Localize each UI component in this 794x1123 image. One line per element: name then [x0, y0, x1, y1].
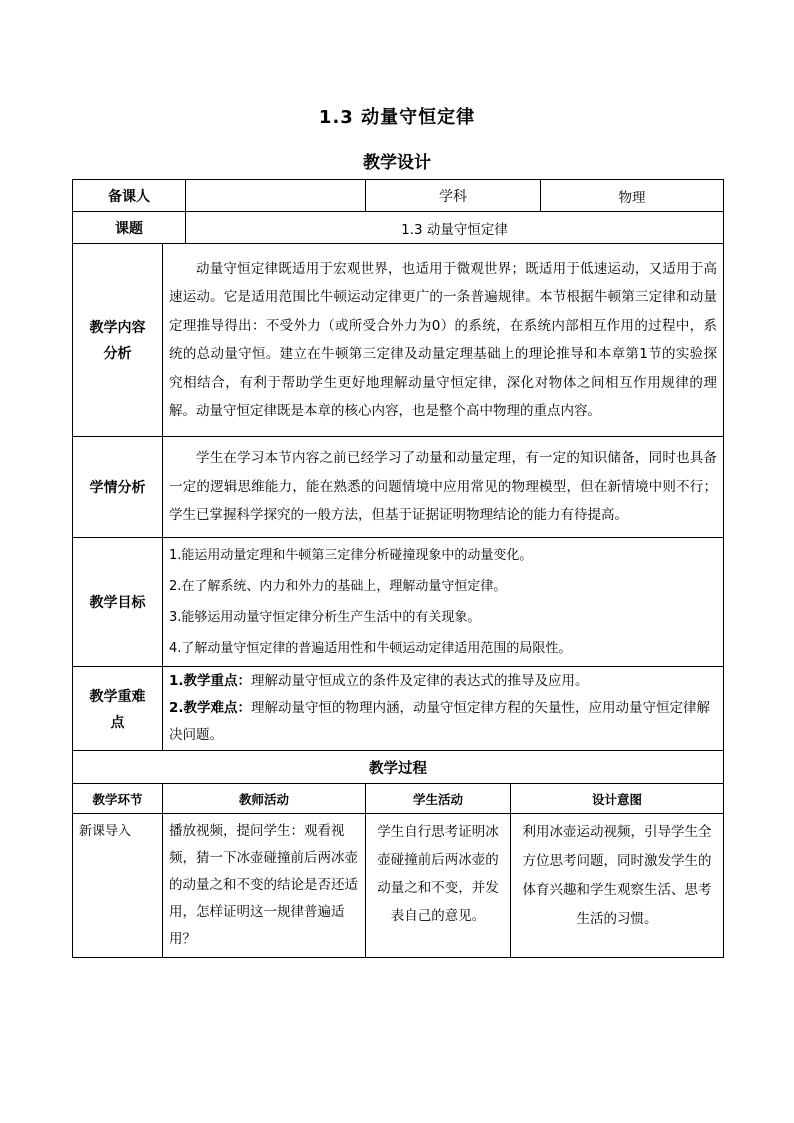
objectives-list	[163, 538, 724, 667]
info-row	[73, 180, 724, 212]
col-student-header: 学生活动	[366, 784, 511, 814]
process-title: 教学过程	[73, 751, 724, 784]
subject-label: 学科	[366, 180, 541, 212]
difficulty-text: 理解动量守恒的物理内涵，动量守恒定律方程的矢量性，应用动量守恒定律解决问题。	[169, 700, 711, 743]
key-points-label-line1: 教学重难	[89, 688, 146, 705]
content-analysis-label-line2: 分析	[103, 346, 132, 362]
objective-item: 3.能够运用动量守恒定律分析生产生活中的有关现象。	[169, 610, 481, 625]
content-analysis-label-line1: 教学内容	[89, 320, 146, 336]
col-stage-header: 教学环节	[73, 784, 163, 814]
preparer-label: 备课人	[73, 180, 186, 212]
process-student-activity: 学生自行思考证明冰壶碰撞前后两冰壶的动量之和不变，并发表自己的意见。	[366, 814, 511, 958]
col-teacher-header: 教师活动	[163, 784, 366, 814]
col-intent-header: 设计意图	[511, 784, 724, 814]
document-subtitle: 教学设计	[363, 153, 431, 173]
student-analysis-row	[73, 437, 724, 538]
objective-item: 2.在了解系统、内力和外力的基础上，理解动量守恒定律。	[169, 579, 507, 594]
key-points-row	[73, 667, 724, 751]
key-point-item	[169, 668, 717, 695]
topic-label: 课题	[73, 212, 186, 244]
difficulty-heading: 2.教学难点：	[169, 700, 252, 716]
process-header-row	[73, 784, 724, 814]
student-analysis-text: 学生在学习本节内容之前已经学习了动量和动量定理，有一定的知识储备，同时也具备一定的逻辑思维能力，能在熟悉的问题情境中应用常见的物理模型，但在新情境中则不行；学生已掌握科学探究的一般方法，但基于证据证明物理结论的能力有待提高。	[163, 437, 724, 538]
process-row	[73, 814, 724, 958]
process-design-intent: 利用冰壶运动视频，引导学生全方位思考问题，同时激发学生的体育兴趣和学生观察生活、思考生活的习惯。	[511, 814, 724, 958]
topic-row	[73, 212, 724, 244]
key-points-label	[73, 667, 163, 751]
document-title: 1.3 动量守恒定律	[318, 107, 476, 128]
process-title-row	[73, 751, 724, 784]
key-points-label-line2: 点	[110, 714, 125, 731]
objective-item: 4.了解动量守恒定律的普遍适用性和牛顿运动定律适用范围的局限性。	[169, 641, 572, 656]
content-analysis-text: 动量守恒定律既适用于宏观世界，也适用于微观世界；既适用于低速运动，又适用于高速运动。它是适用范围比牛顿运动定律更广的一条普遍规律。本节根据牛顿第三定律和动量定理推导得出：不受外力（或所受合外力为0）的系统，在系统内部相互作用的过程中，系统的总动量守恒。建立在牛顿第三定律及动量定理基础上的理论推导和本章第1节的实验探究相结合，有利于帮助学生更好地理解动量守恒定律，深化对物体之间相互作用规律的理解。动量守恒定律既是本章的核心内容，也是整个高中物理的重点内容。	[163, 244, 724, 437]
difficulty-item	[169, 695, 717, 749]
objectives-label: 教学目标	[73, 538, 163, 667]
content-analysis-row	[73, 244, 724, 437]
process-stage: 新课导入	[73, 814, 163, 958]
key-point-text: 理解动量守恒成立的条件及定律的表达式的推导及应用。	[251, 673, 589, 689]
lesson-plan-table	[72, 179, 724, 958]
student-analysis-label: 学情分析	[73, 437, 163, 538]
process-teacher-activity: 播放视频，提问学生：观看视频，猜一下冰壶碰撞前后两冰壶的动量之和不变的结论是否还适用，怎样证明这一规律普遍适用？	[163, 814, 366, 958]
preparer-value	[186, 180, 366, 212]
key-point-heading: 1.教学重点：	[169, 673, 252, 689]
key-points-content	[163, 667, 724, 751]
objective-item: 1.能运用动量定理和牛顿第三定律分析碰撞现象中的动量变化。	[169, 548, 533, 563]
subject-value: 物理	[541, 180, 724, 212]
content-analysis-label	[73, 244, 163, 437]
topic-value: 1.3 动量守恒定律	[186, 212, 724, 244]
objectives-row	[73, 538, 724, 667]
